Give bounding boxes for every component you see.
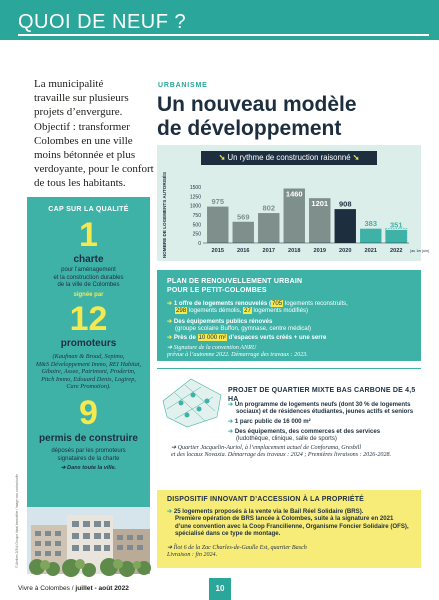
- district-note-line: ➔ Quartier Jacquelin-Auriol, à l’emplacement actuel de Conforama, Gresbill: [171, 445, 362, 451]
- bar-value-label: 908: [338, 199, 352, 209]
- green-space-area: 10 000 m²: [198, 334, 226, 341]
- urban-renewal-note-line: prévue à l’automne 2022. Démarrage des travaux : 2023.: [167, 352, 308, 359]
- green-space-text: Près de: [173, 334, 198, 341]
- photo-credit-text: © Ateliers 2/3/4/ Groupe Ideal Immobilier / image non contractuelle: [15, 474, 19, 568]
- x-tick-label: 2021: [364, 248, 377, 254]
- y-tick-label: 500: [192, 222, 201, 229]
- urban-renewal-title-line: PLAN DE RENOUVELLEMENT URBAIN: [167, 278, 303, 285]
- urban-renewal-card: [157, 270, 421, 361]
- intro-line: Objectif : transformer: [34, 120, 130, 133]
- district-map-icon: [161, 373, 223, 429]
- charter-description: [31, 267, 146, 290]
- developers-list-line: Gibaire, Assee, Patrimoni, Proderim,: [41, 368, 136, 376]
- article-title: [157, 93, 427, 141]
- article-kicker: URBANISME: [158, 82, 208, 89]
- ownership-scheme-line: Première opération de BRS lancée à Colombes, suite à la signature en 2021: [175, 515, 394, 523]
- district-item-services: [228, 428, 418, 443]
- arrow-right-icon: ➔: [167, 300, 173, 307]
- intro-line: Colombes en une ville: [34, 134, 133, 147]
- district-note-line: et des locaux Novaxia. Démarrage des travaux : 2024 ; Premières livraisons : 2026-2028.: [171, 452, 392, 459]
- article-title-line: Un nouveau modèle: [157, 93, 357, 116]
- equipment-detail: (groupe scolaire Buffon, gymnase, centre médical): [175, 325, 312, 333]
- district-park-line: 1 parc public de 16 000 m²: [234, 418, 311, 425]
- arrow-right-icon: ➔: [167, 318, 173, 325]
- header-divider: [18, 34, 429, 36]
- footer-issue-date: juillet - août 2022: [75, 585, 129, 592]
- y-tick-label: 0: [198, 241, 201, 247]
- building-image: [27, 507, 150, 574]
- bar-2016: [233, 222, 254, 243]
- arrow-right-icon: ➔: [167, 334, 173, 341]
- district-services-line: Des équipements, des commerces et des services: [234, 428, 381, 435]
- quality-box: [27, 197, 150, 507]
- housing-demolished-text: logements démolis,: [187, 307, 244, 315]
- urban-renewal-title-line: POUR LE PETIT-COLOMBES: [167, 286, 267, 294]
- intro-line: projets d’envergure.: [34, 106, 123, 119]
- bar-2020: [335, 209, 356, 243]
- x-tick-label: 2017: [262, 248, 275, 254]
- permits-count: 9: [79, 394, 98, 432]
- developers-label: promoteurs: [60, 338, 117, 349]
- permits-note: ➔ Dans toute la ville.: [60, 465, 117, 471]
- ownership-scheme-note-line: Livraison : fin 2024.: [167, 552, 218, 559]
- x-tick-label: 2022: [390, 248, 403, 254]
- urban-renewal-note: [167, 345, 415, 360]
- building-illustration: [27, 507, 150, 574]
- bar-value-label: 1460: [285, 189, 303, 199]
- bar-value-label: 351: [389, 220, 403, 230]
- bar-2021: [360, 229, 381, 243]
- district-housing-line: Un programme de logements neufs (dont 30 % de logements: [234, 401, 411, 408]
- developers-count: 12: [69, 300, 108, 338]
- urban-renewal-item-housing: [167, 300, 415, 315]
- arrow-right-icon: ➔: [228, 418, 234, 425]
- permits-description-line: signataires de la charte: [57, 455, 120, 462]
- article-title-line: de développement: [157, 117, 342, 140]
- developers-list: [33, 353, 144, 391]
- y-tick-label: 1000: [189, 203, 201, 210]
- charter-count: 1: [79, 216, 98, 254]
- x-tick-label: 2016: [237, 248, 250, 254]
- district-note: [171, 445, 419, 460]
- low-carbon-district-title: PROJET DE QUARTIER MIXTE BAS CARBONE DE 4,5 HA: [228, 387, 416, 403]
- low-carbon-district-card: [157, 368, 421, 460]
- bar-2015: [207, 207, 228, 243]
- developers-list-line: M&S Développement Immo, REI Habitat,: [35, 360, 142, 368]
- urban-renewal-title: [167, 278, 302, 295]
- ownership-scheme-description: [167, 508, 417, 538]
- permits-label: permis de construire: [39, 433, 138, 444]
- charter-description-line: et la construction durables: [53, 274, 124, 281]
- x-tick-note: (au 1er juin): [410, 249, 430, 253]
- ownership-scheme-line: 25 logements proposés à la vente via le Bail Réel Solidaire (BRS).: [173, 508, 364, 515]
- chart-title-banner: [201, 151, 377, 165]
- ownership-scheme-title: DISPOSITIF INNOVANT D’ACCESSION À LA PROPRIÉTÉ: [167, 496, 365, 503]
- bar-2022: [386, 230, 407, 243]
- footer-publication: [18, 585, 129, 592]
- ownership-scheme-card: [157, 490, 421, 568]
- charter-description-line: de la ville de Colombes: [57, 282, 120, 288]
- bar-value-label: 802: [262, 203, 276, 213]
- permits-description-line: déposés par les promoteurs: [51, 448, 126, 454]
- footer-magazine-name: Vivre à Colombes /: [18, 585, 76, 592]
- page-number: 10: [209, 578, 231, 600]
- housing-modified-count: 27: [244, 307, 251, 315]
- y-tick-label: 750: [192, 213, 201, 219]
- intro-line: moins bétonnée et plus: [34, 149, 136, 162]
- permits-description: [31, 448, 146, 463]
- arrow-down-right-icon: ➘: [218, 153, 226, 162]
- chart-title: Un rythme de construction raisonné: [227, 153, 351, 162]
- urban-renewal-item-green: [167, 334, 415, 341]
- bar-value-label: 383: [364, 219, 378, 229]
- bar-value-label: 569: [236, 212, 250, 222]
- ownership-scheme-note-line: ➔ Îlot 6 de la Zac Charles-de-Gaulle Est, quartier Basch: [167, 545, 307, 551]
- y-tick-label: 1500: [189, 185, 201, 191]
- arrow-right-icon: ➔: [167, 508, 173, 515]
- ownership-scheme-line: d’une convention avec la Coop Francilienne, Organisme Foncier Solidaire (OFS),: [175, 522, 409, 530]
- housing-demolished-count: 298: [176, 307, 187, 315]
- bar-2017: [258, 213, 279, 243]
- housing-rebuilt-count: 705: [272, 300, 283, 307]
- housing-rebuilt-text: logements reconstruits,: [283, 300, 348, 307]
- header-bar: [0, 0, 439, 40]
- developers-list-line: Pitch Immo, Edouard Denis, Logirep,: [41, 375, 136, 383]
- arrow-right-icon: ➔: [228, 428, 234, 435]
- ownership-scheme-note: [167, 545, 417, 560]
- intro-line: de tous les habitants.: [34, 177, 126, 190]
- quality-box-kicker: CAP SUR LA QUALITÉ: [48, 206, 129, 213]
- green-space-detail: d’espaces verts créés + une serre: [226, 334, 327, 341]
- district-services-line: (ludothèque, clinique, salle de sports): [236, 435, 337, 443]
- ownership-scheme-line: spécialisé dans ce type de montage.: [175, 530, 281, 538]
- district-item-park: [228, 418, 418, 425]
- developers-list-line: Care Promotion).: [66, 383, 111, 391]
- photo-credit: [15, 388, 27, 568]
- y-tick-label: 1250: [189, 194, 201, 201]
- x-tick-label: 2019: [313, 248, 326, 254]
- intro-line: La municipalité: [34, 78, 104, 90]
- bar-value-label: 975: [211, 197, 225, 207]
- construction-bar-chart: [157, 165, 430, 261]
- developers-list-line: (Kaufman & Broad, Sepimo,: [52, 353, 125, 360]
- housing-offer-text: 1 offre de logements renouvelés (: [173, 300, 272, 307]
- x-tick-label: 2015: [211, 248, 224, 254]
- section-title: QUOI DE NEUF ?: [18, 11, 187, 33]
- charter-description-line: pour l’aménagement: [61, 267, 116, 273]
- y-axis-label: NOMBRE DE LOGEMENTS AUTORISÉS: [162, 171, 167, 259]
- arrow-down-left-icon: ➘: [352, 153, 360, 162]
- x-tick-label: 2018: [288, 248, 301, 254]
- urban-renewal-note-line: ➔ Signature de la convention ANRU: [167, 345, 257, 351]
- housing-spacer: [167, 307, 175, 314]
- charter-label: charte: [73, 254, 104, 265]
- y-tick-label: 250: [192, 231, 201, 238]
- housing-modified-text: logements modifiés): [251, 307, 309, 315]
- intro-paragraph: [34, 77, 162, 191]
- district-housing-line: sociaux) et de résidences étudiantes, jeunes actifs et seniors: [236, 408, 414, 416]
- equipment-text: Des équipements publics rénovés: [173, 318, 273, 325]
- intro-line: travaille sur plusieurs: [34, 92, 129, 105]
- urban-renewal-item-equipment: [167, 318, 415, 333]
- signed-by-label: signée par: [73, 292, 104, 298]
- district-item-housing: [228, 401, 418, 416]
- arrow-right-icon: ➔: [228, 401, 234, 408]
- x-tick-label: 2020: [339, 248, 352, 254]
- intro-line: verdoyante, pour le confort: [34, 163, 154, 176]
- bar-value-label: 1201: [311, 199, 329, 209]
